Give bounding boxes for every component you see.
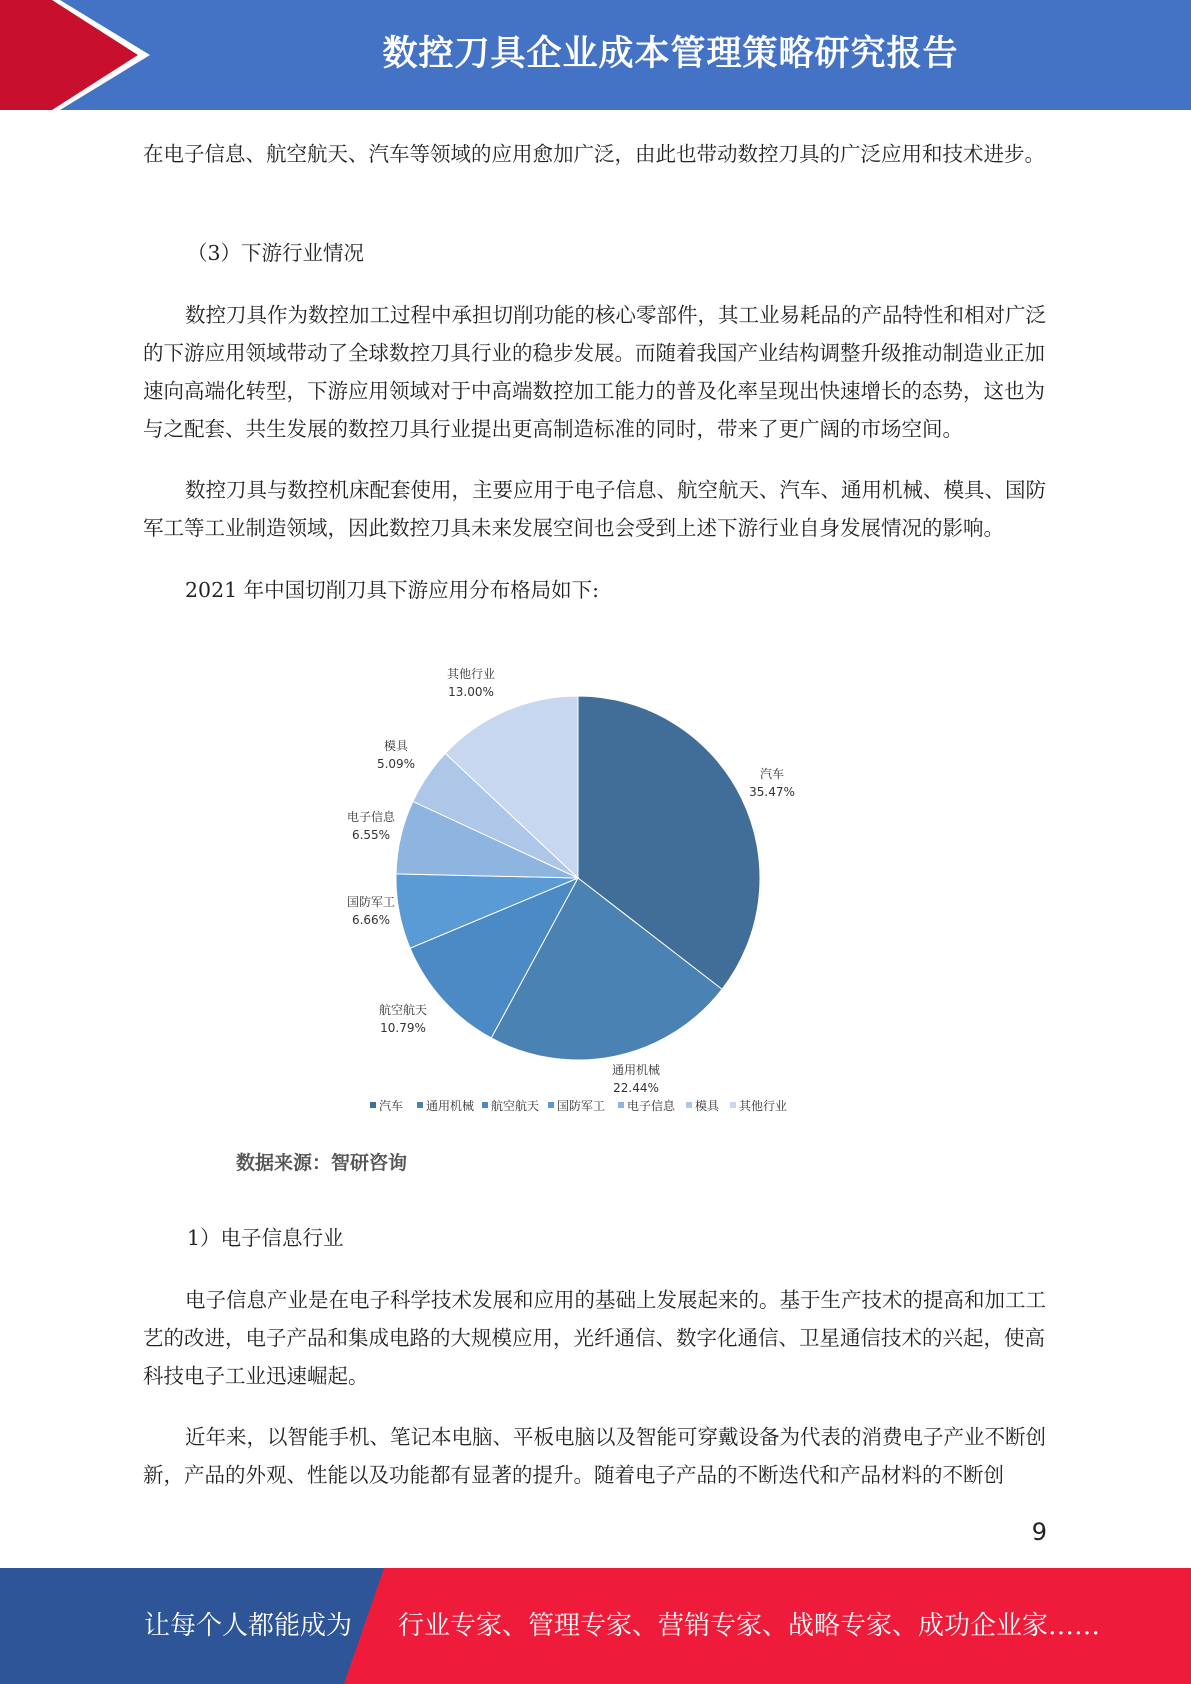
legend-swatch <box>417 1102 423 1108</box>
section-heading: （3）下游行业情况 <box>187 241 365 265</box>
slice-value-label: 22.44% <box>613 1081 659 1095</box>
slice-value-label: 10.79% <box>380 1021 426 1035</box>
slice-category-label: 电子信息 <box>346 810 396 824</box>
slice-value-label: 5.09% <box>376 757 416 771</box>
slice-value-label: 6.55% <box>351 828 391 842</box>
footer-slogan-left: 让每个人都能成为 <box>144 1611 353 1641</box>
legend-swatch <box>370 1102 376 1108</box>
legend-label: 其他行业 <box>739 1099 788 1113</box>
slice-value-label: 13.00% <box>448 685 494 699</box>
data-source: 数据来源：智研咨询 <box>236 1152 408 1174</box>
legend-label: 汽车 <box>379 1099 404 1113</box>
paragraph: 电子信息产业是在电子科学技术发展和应用的基础上发展起来的。基于生产技术的提高和加工工艺的改进，电子产品和集成电路的大规模应用，光纤通信、数字化通信、卫星通信技术的兴起，使高科技电子工业迅速崛起。 <box>143 1288 1046 1388</box>
footer-slogan-right: 行业专家、管理专家、营销专家、战略专家、成功企业家…… <box>398 1611 1101 1641</box>
slice-category-label: 国防军工 <box>346 895 396 909</box>
document-title: 数控刀具企业成本管理策略研究报告 <box>382 34 959 74</box>
legend-swatch <box>482 1102 488 1108</box>
paragraph: 在电子信息、航空航天、汽车等领域的应用愈加广泛，由此也带动数控刀具的广泛应用和技术进步。 <box>143 142 1045 166</box>
slice-value-label: 35.47% <box>749 785 795 799</box>
page-footer <box>0 1568 1191 1684</box>
legend-label: 电子信息 <box>627 1099 676 1113</box>
slice-category-label: 通用机械 <box>611 1063 661 1077</box>
slice-category-label: 汽车 <box>759 767 785 781</box>
legend-swatch <box>730 1102 736 1108</box>
slice-category-label: 航空航天 <box>378 1003 428 1017</box>
slice-value-label: 6.66% <box>351 913 391 927</box>
slice-category-label: 模具 <box>383 739 409 753</box>
paragraph: 数控刀具与数控机床配套使用，主要应用于电子信息、航空航天、汽车、通用机械、模具、国防军工等工业制造领域，因此数控刀具未来发展空间也会受到上述下游行业自身发展情况的影响。 <box>143 478 1046 540</box>
legend-swatch <box>686 1102 692 1108</box>
legend-label: 通用机械 <box>426 1099 475 1113</box>
legend-swatch <box>618 1102 624 1108</box>
legend-label: 国防军工 <box>557 1099 606 1113</box>
paragraph: 数控刀具作为数控加工过程中承担切削功能的核心零部件，其工业易耗品的产品特性和相对广泛的下游应用领域带动了全球数控刀具行业的稳步发展。而随着我国产业结构调整升级推动制造业正加速向高端化转型，下游应用领域对于中高端数控加工能力的普及化率呈现出快速增长的态势，这也为与之配套、共生发展的数控刀具行业提出更高制造标准的同时，带来了更广阔的市场空间。 <box>143 303 1046 441</box>
slice-category-label: 其他行业 <box>446 667 496 681</box>
legend-swatch <box>548 1102 554 1108</box>
legend-label: 航空航天 <box>491 1099 540 1113</box>
paragraph: 近年来，以智能手机、笔记本电脑、平板电脑以及智能可穿戴设备为代表的消费电子产业不断创新，产品的外观、性能以及功能都有显著的提升。随着电子产品的不断迭代和产品材料的不断创 <box>143 1425 1046 1487</box>
legend-label: 模具 <box>695 1099 720 1113</box>
chart-intro: 2021 年中国切削刀具下游应用分布格局如下: <box>185 578 600 602</box>
page-number: 9 <box>1031 1518 1047 1546</box>
section-heading: 1）电子信息行业 <box>187 1226 344 1250</box>
